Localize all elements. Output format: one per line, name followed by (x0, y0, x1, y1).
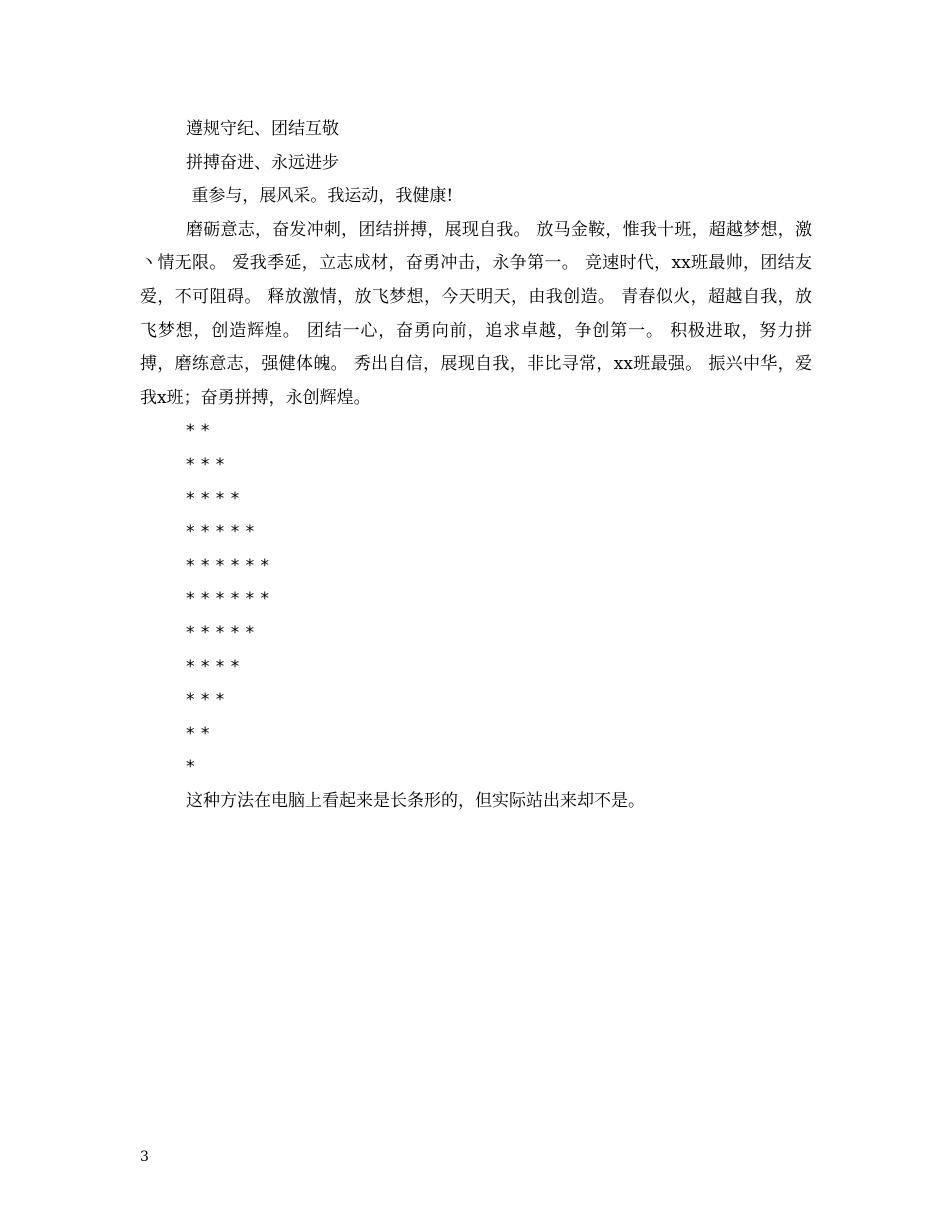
star-row: * * * * * (186, 522, 255, 543)
star-row: * * * * (186, 488, 240, 509)
star-row: * * * * * * (186, 589, 270, 610)
star-row: * (186, 757, 195, 778)
star-row: * * * (186, 454, 225, 475)
slogan-line: 拼搏奋进、永远进步 (186, 152, 339, 173)
document-content (140, 113, 812, 818)
slogan-line: 遵规守纪、团结互敬 (186, 119, 339, 139)
star-row: * * * (186, 690, 225, 711)
star-row: * * (186, 723, 210, 744)
slogan-line: 重参与，展风采。我运动，我健康! (186, 186, 454, 207)
slogan-paragraph: 磨砺意志，奋发冲刺，团结拼搏，展现自我。 放马金鞍，惟我十班，超越梦想，激丶情无限。 爱我季延，立志成材，奋勇冲击，永争第一。 竞速时代，xx班最帅，团结友爱，不可阻碍。 释放激情，放飞梦想，今天明天，由我创造。 青春似火，超越自我，放飞梦想，创造辉煌。 团结一心，奋勇向前，追求卓越，争创第一。 积极进取，努力拼搏，磨练意志，强健体魄。 秀出自信，展现自我，非比寻常，xx班最强。 振兴中华，爱我x班；奋勇拼搏，永创辉煌。 (140, 219, 812, 408)
star-row: * * * * * (186, 622, 255, 643)
page-number: 3 (140, 1149, 149, 1165)
closing-line: 这种方法在电脑上看起来是长条形的，但实际站出来却不是。 (186, 790, 645, 811)
star-row: * * * * * * (186, 555, 270, 576)
star-row: * * * * (186, 656, 240, 677)
star-row: * * (186, 421, 210, 442)
